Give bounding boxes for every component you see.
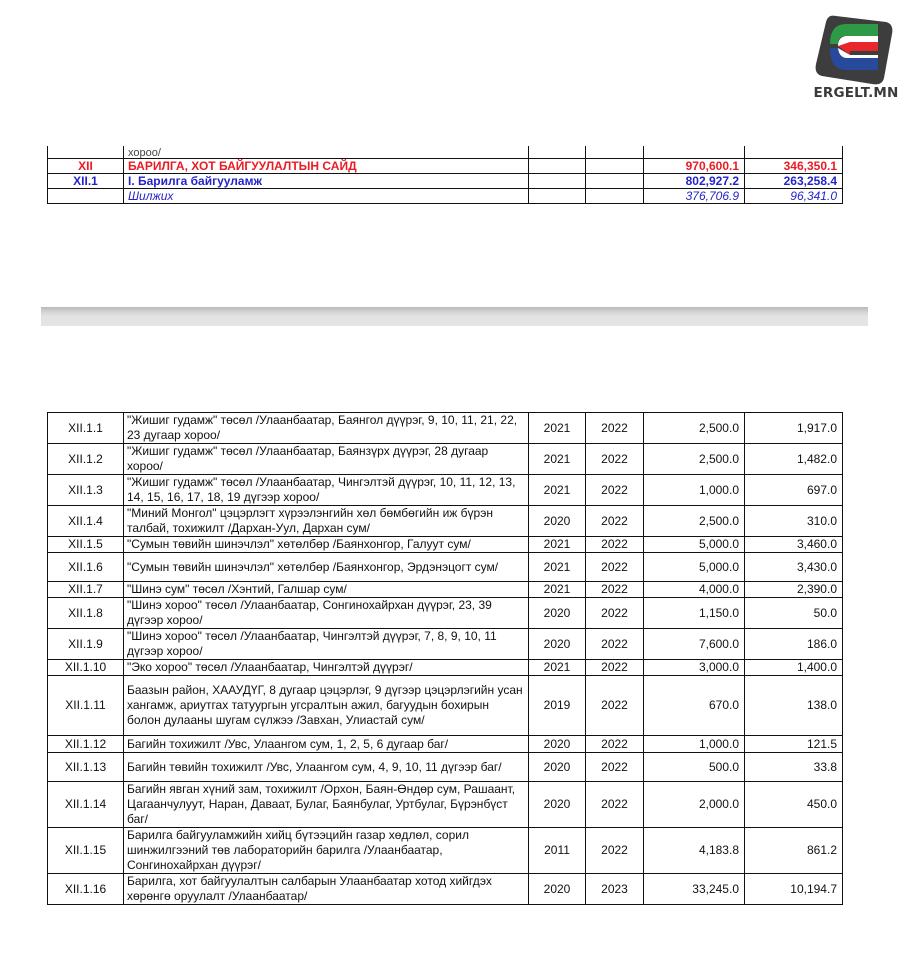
table-row [48,582,843,598]
cell-code: XII.1.10 [48,660,124,676]
table-row [48,553,843,582]
cell-description: "Жишиг гудамж" төсөл /Улаанбаатар, Чингэлтэй дүүрэг, 10, 11, 12, 13, 14, 15, 16, 17, 18, 19 дүгээр хороо/ [124,475,529,506]
cell-end-year: 2022 [586,475,644,506]
table-row [48,660,843,676]
cell-total: 2,500.0 [644,413,745,444]
table-row-sector [48,159,843,174]
logo-text: ERGELT.MN [813,85,899,101]
cell-start-year: 2021 [529,444,586,475]
cell-total: 7,600.0 [644,629,745,660]
cell-description: "Жишиг гудамж" төсөл /Улаанбаатар, Баянзүрх дүүрэг, 28 дугаар хороо/ [124,444,529,475]
cell-code: XII.1.9 [48,629,124,660]
table-row [48,413,843,444]
cell-description: I. Барилга байгууламж [124,174,529,189]
table-row [48,475,843,506]
cell-code: XII.1.4 [48,506,124,537]
cell-code: XII.1.6 [48,553,124,582]
table-row [48,598,843,629]
cell-end-year: 2022 [586,598,644,629]
cell-amount: 1,482.0 [745,444,843,475]
cell-start-year [529,159,586,174]
cell-description: "Сумын төвийн шинэчлэл" хөтөлбөр /Баянхонгор, Эрдэнэцогт сум/ [124,553,529,582]
cell-amount: 96,341.0 [745,189,843,204]
cell-code: XII.1.13 [48,753,124,782]
cell-amount: 186.0 [745,629,843,660]
table-row [48,753,843,782]
cell-description: БАРИЛГА, ХОТ БАЙГУУЛАЛТЫН САЙД [124,159,529,174]
cell-amount: 346,350.1 [745,159,843,174]
cell-end-year: 2022 [586,676,644,736]
cell-start-year: 2020 [529,629,586,660]
cell-total: 500.0 [644,753,745,782]
cell-start-year [529,174,586,189]
cell-end-year: 2022 [586,553,644,582]
cell-start-year: 2020 [529,782,586,828]
cell-end-year: 2022 [586,582,644,598]
cell-total: 2,500.0 [644,506,745,537]
cell-description: Барилга, хот байгуулалтын салбарын Улаанбаатар хотод хийгдэх хөрөнгө оруулалт /Улаанбаатар/ [124,874,529,905]
cell-description: "Сумын төвийн шинэчлэл" хөтөлбөр /Баянхонгор, Галуут сум/ [124,537,529,553]
cell-amount: 861.2 [745,828,843,874]
cell-end-year [586,174,644,189]
cell-end-year: 2022 [586,629,644,660]
cell-amount: 1,917.0 [745,413,843,444]
cell-code: XII.1.14 [48,782,124,828]
cell-code [48,189,124,204]
cell-total: 1,150.0 [644,598,745,629]
cell-amount: 138.0 [745,676,843,736]
ergelt-logo[interactable] [806,6,906,106]
cell-total: 4,183.8 [644,828,745,874]
cell-code [48,146,124,159]
cell-code: XII.1.16 [48,874,124,905]
cell-amount: 697.0 [745,475,843,506]
cell-end-year [586,159,644,174]
cell-start-year: 2021 [529,413,586,444]
cell-description: Шилжих [124,189,529,204]
cell-start-year: 2020 [529,753,586,782]
cell-total: 3,000.0 [644,660,745,676]
cell-start-year [529,189,586,204]
cell-start-year: 2021 [529,553,586,582]
cell-end-year: 2022 [586,753,644,782]
cell-total: 1,000.0 [644,736,745,753]
clipped-row [48,146,843,159]
cell-description: "Шинэ хороо" төсөл /Улаанбаатар, Сонгинохайрхан дүүрэг, 23, 39 дүгээр хороо/ [124,598,529,629]
table-row-transfer [48,189,843,204]
cell-amount: 263,258.4 [745,174,843,189]
table-row [48,444,843,475]
page-divider [41,307,868,326]
cell-total: 802,927.2 [644,174,745,189]
cell-end-year: 2022 [586,537,644,553]
cell-total: 4,000.0 [644,582,745,598]
cell-start-year: 2019 [529,676,586,736]
cell-amount: 50.0 [745,598,843,629]
cell-amount: 3,460.0 [745,537,843,553]
cell-code: XII.1.15 [48,828,124,874]
table-row [48,828,843,874]
cell-total: 2,500.0 [644,444,745,475]
cell-total: 5,000.0 [644,537,745,553]
cell-description: "Миний Монгол" цэцэрлэгт хүрээлэнгийн хөл бөмбөгийн иж бүрэн талбай, тохижилт /Дархан-Уул, Дархан сум/ [124,506,529,537]
cell-amount: 310.0 [745,506,843,537]
cell-start-year: 2011 [529,828,586,874]
cell-description: Багийн төвийн тохижилт /Увс, Улаангом сум, 4, 9, 10, 11 дүгээр баг/ [124,753,529,782]
table-row [48,676,843,736]
cell-total: 2,000.0 [644,782,745,828]
cell-end-year: 2022 [586,506,644,537]
table-row [48,874,843,905]
cell-end-year: 2022 [586,413,644,444]
cell-amount: 10,194.7 [745,874,843,905]
cell-end-year: 2022 [586,660,644,676]
cell-start-year: 2021 [529,537,586,553]
cell-total: 376,706.9 [644,189,745,204]
cell-start-year: 2020 [529,598,586,629]
cell-start-year: 2020 [529,736,586,753]
cell-code: XII.1.7 [48,582,124,598]
cell-amount: 450.0 [745,782,843,828]
cell-end-year: 2022 [586,736,644,753]
cell-code: XII.1.1 [48,413,124,444]
table-row [48,782,843,828]
table-row-subsector [48,174,843,189]
cell-end-year: 2022 [586,782,644,828]
cell-amount: 3,430.0 [745,553,843,582]
cell-start-year: 2020 [529,506,586,537]
cell-end-year [586,189,644,204]
cell-code: XII.1.8 [48,598,124,629]
cell-description: "Эко хороо" төсөл /Улаанбаатар, Чингэлтэй дүүрэг/ [124,660,529,676]
cell-description: Баазын район, ХААУДҮГ, 8 дугаар цэцэрлэг, 9 дүгээр цэцэрлэгийн усан хангамж, ариутгах татуургын угсралтын ажил, багуудын бохирын болон дулааны шугам сүлжээ /Завхан, Улиастай сум/ [124,676,529,736]
cell-description: Барилга байгууламжийн хийц бүтээцийн газар хөдлөл, сорил шинжилгээний төв лабораторийн барилга /Улаанбаатар, Сонгинохайрхан дүүрэг/ [124,828,529,874]
cell-start-year: 2020 [529,874,586,905]
cell-description: Багийн тохижилт /Увс, Улаангом сум, 1, 2, 5, 6 дугаар баг/ [124,736,529,753]
table-row [48,736,843,753]
budget-summary-table [47,146,843,204]
cell-amount: 121.5 [745,736,843,753]
cell-code: XII.1 [48,174,124,189]
cell-code: XII.1.12 [48,736,124,753]
cell-description: хороо/ [124,146,529,159]
cell-amount: 2,390.0 [745,582,843,598]
cell-end-year: 2022 [586,828,644,874]
cell-end-year: 2023 [586,874,644,905]
cell-code: XII.1.11 [48,676,124,736]
cell-code: XII.1.3 [48,475,124,506]
cell-total: 670.0 [644,676,745,736]
cell-code: XII.1.5 [48,537,124,553]
cell-code: XII.1.2 [48,444,124,475]
cell-amount: 1,400.0 [745,660,843,676]
table-row [48,537,843,553]
ergelt-logo-icon [806,6,906,86]
cell-start-year: 2021 [529,475,586,506]
cell-total: 33,245.0 [644,874,745,905]
cell-start-year: 2021 [529,660,586,676]
cell-total: 1,000.0 [644,475,745,506]
project-table [47,412,843,905]
cell-total: 970,600.1 [644,159,745,174]
table-row [48,629,843,660]
cell-start-year: 2021 [529,582,586,598]
cell-amount: 33.8 [745,753,843,782]
cell-description: "Шинэ хороо" төсөл /Улаанбаатар, Чингэлтэй дүүрэг, 7, 8, 9, 10, 11 дүгээр хороо/ [124,629,529,660]
cell-description: "Жишиг гудамж" төсөл /Улаанбаатар, Баянгол дүүрэг, 9, 10, 11, 21, 22, 23 дугаар хороо/ [124,413,529,444]
table-row [48,506,843,537]
cell-description: "Шинэ сум" төсөл /Хэнтий, Галшар сум/ [124,582,529,598]
cell-total: 5,000.0 [644,553,745,582]
cell-description: Багийн явган хүний зам, тохижилт /Орхон, Баян-Өндөр сум, Рашаант, Цагаанчулуут, Наран, Даваат, Булаг, Баянбулаг, Уртбулаг, Бүрэнбүст баг/ [124,782,529,828]
cell-end-year: 2022 [586,444,644,475]
cell-code: XII [48,159,124,174]
